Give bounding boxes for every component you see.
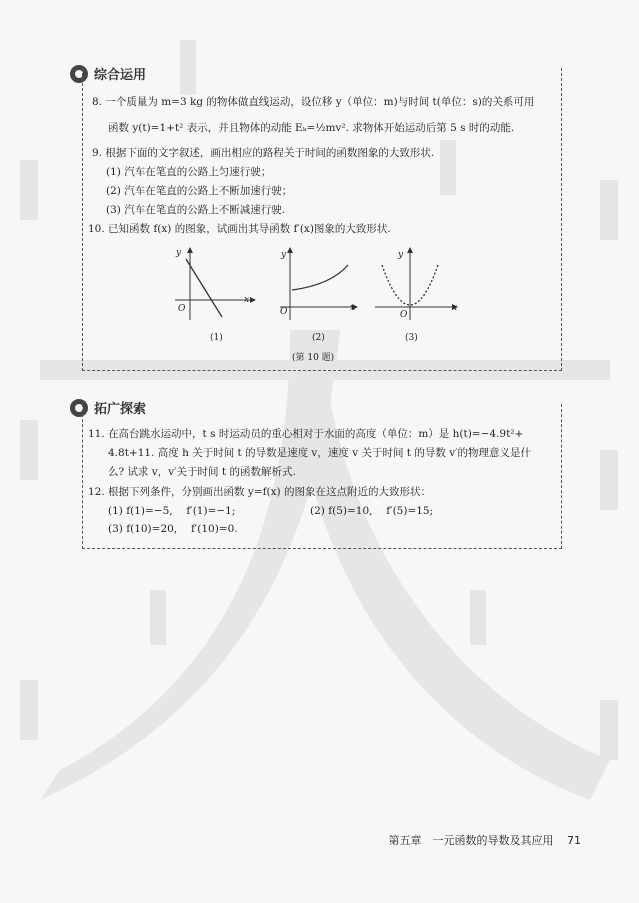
question-8-line1: 8. 一个质量为 m=3 kg 的物体做直线运动，设位移 y（单位：m)与时间 t(单位：s)的关系可用	[92, 96, 535, 108]
question-8-line2: 函数 y(t)=1+t² 表示，并且物体的动能 Eₖ=½mv². 求物体开始运动后第 5 s 时的动能.	[108, 122, 515, 134]
graph-3-parabola	[370, 245, 465, 325]
question-12-condition: (2) f(5)=10, f′(5)=15;	[310, 505, 434, 517]
question-12: 12. 根据下列条件，分别画出函数 y=f(x) 的图象在这点附近的大致形状：	[88, 486, 431, 498]
exercise-box-1	[82, 68, 562, 371]
axis-label-y: y	[281, 250, 287, 260]
origin-label: O	[280, 307, 288, 317]
graph-label: (1)	[210, 333, 223, 343]
axis-label-x: x	[244, 295, 250, 305]
section-title: 综合运用	[94, 68, 147, 83]
question-11-line2: 4.8t+11. 高度 h 关于时间 t 的导数是速度 v，速度 v 关于时间 t 的导数 v′的物理意义是什	[108, 447, 532, 459]
figure-caption: (第 10 题)	[292, 353, 335, 363]
origin-label: O	[400, 310, 408, 320]
question-9: 9. 根据下面的文字叙述，画出相应的路程关于时间的函数图象的大致形状.	[92, 147, 435, 159]
graph-label: (2)	[312, 333, 325, 343]
page-footer	[389, 832, 582, 848]
axis-label-y: y	[176, 248, 182, 258]
section-title: 拓广探索	[94, 402, 147, 417]
question-11-line3: 么? 试求 v，v′关于时间 t 的函数解析式.	[108, 466, 296, 478]
question-9-item: (3) 汽车在笔直的公路上不断减速行驶.	[106, 204, 286, 216]
origin-label: O	[178, 304, 186, 314]
chapter-title: 第五章 一元函数的导数及其应用	[388, 834, 554, 847]
question-11-line1: 11. 在高台跳水运动中，t s 时运动员的重心相对于水面的高度（单位：m）是 h(t)=−4.9t²+	[88, 428, 524, 440]
axis-label-y: y	[398, 250, 404, 260]
question-10: 10. 已知函数 f(x) 的图象，试画出其导函数 f′(x)图象的大致形状.	[88, 223, 391, 235]
question-9-item: (1) 汽车在笔直的公路上匀速行驶；	[106, 166, 272, 178]
question-9-item: (2) 汽车在笔直的公路上不断加速行驶；	[106, 185, 293, 197]
axis-label-x: x	[452, 303, 458, 313]
question-12-condition: (3) f(10)=20, f′(10)=0.	[108, 523, 238, 535]
graph-label: (3)	[405, 333, 418, 343]
axis-label-x: x	[350, 303, 356, 313]
page-number: 71	[567, 834, 581, 847]
question-12-condition: (1) f(1)=−5, f′(1)=−1;	[108, 505, 236, 517]
